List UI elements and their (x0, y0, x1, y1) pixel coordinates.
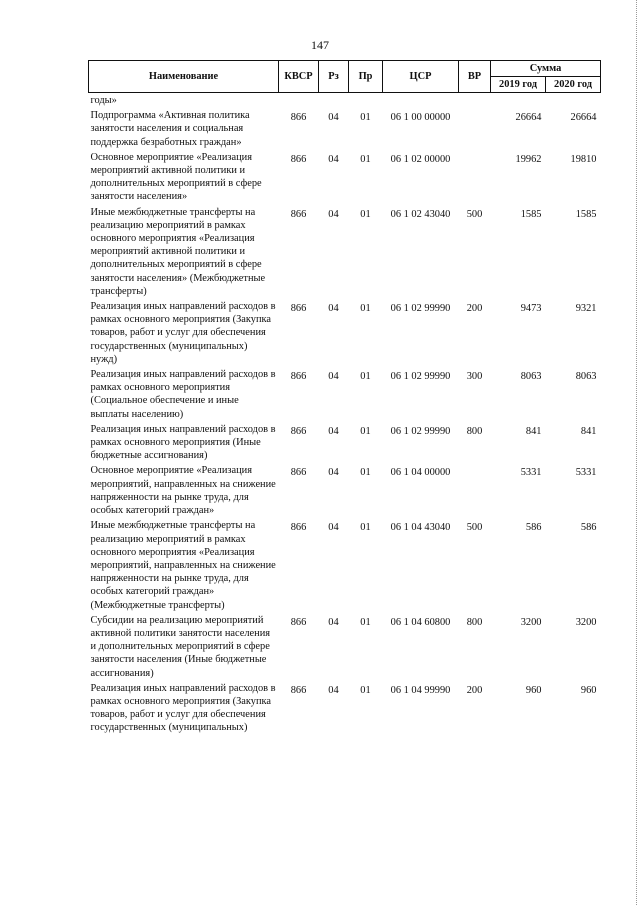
row-vr: 500 (466, 208, 483, 220)
row-sum-2019: 8063 (520, 371, 542, 383)
row-rz: 04 (328, 112, 339, 124)
row-sum-2019: 26664 (515, 112, 542, 124)
row-name: Реализация иных направлений расходов в рамках основного мероприятия (Иные бюджетные ассигнования) (90, 423, 276, 462)
row-kvsr: 866 (290, 684, 307, 696)
header-kvsr: КВСР (279, 61, 319, 93)
row-kvsr: 866 (290, 467, 307, 479)
row-name: Реализация иных направлений расходов в рамках основного мероприятия (Социальное обеспечение и иные выплаты населению) (90, 369, 276, 420)
row-csr: 06 1 02 99990 (390, 371, 451, 383)
page-edge-line (635, 0, 637, 905)
row-vr: 800 (466, 616, 483, 628)
row-vr: 500 (466, 522, 483, 534)
row-sum-2020: 841 (580, 425, 597, 437)
row-sum-2020: 9321 (575, 303, 597, 315)
row-csr: 06 1 04 60800 (390, 616, 451, 628)
row-rz: 04 (328, 684, 339, 696)
row-rz: 04 (328, 522, 339, 534)
row-vr: 200 (466, 303, 483, 315)
row-name: Иные межбюджетные трансферты на реализацию мероприятий в рамках основного мероприятия «Реализация мероприятий, направленных на снижение напряженности на рынке труда, для особых категорий граждан» (Межбюджетные трансферты) (90, 520, 276, 611)
table-body (89, 93, 601, 735)
row-sum-2020: 26664 (570, 112, 597, 124)
row-name: Субсидии на реализацию мероприятий активной политики занятости населения и дополнительных мероприятий в сфере занятости населения (Иные бюджетные ассигнования) (90, 614, 271, 679)
header-pr: Пр (349, 61, 383, 93)
row-sum-2020: 8063 (575, 371, 597, 383)
table-header (89, 61, 601, 93)
row-kvsr: 866 (290, 425, 307, 437)
row-vr (459, 107, 491, 149)
table-row (89, 421, 601, 463)
row-rz: 04 (328, 208, 339, 220)
row-vr (459, 149, 491, 204)
row-pr: 01 (360, 425, 371, 437)
row-csr: 06 1 02 99990 (390, 425, 451, 437)
row-vr: 800 (466, 425, 483, 437)
row-sum-2020: 3200 (575, 616, 597, 628)
header-year-2020: 2020 год (546, 77, 601, 93)
row-kvsr: 866 (290, 371, 307, 383)
row-csr: 06 1 04 00000 (390, 467, 451, 479)
row-sum-2019: 19962 (515, 153, 542, 165)
row-kvsr: 866 (290, 522, 307, 534)
row-pr: 01 (360, 522, 371, 534)
row-pr: 01 (360, 616, 371, 628)
row-pr: 01 (360, 467, 371, 479)
row-sum-2020: 19810 (570, 153, 597, 165)
row-pr: 01 (360, 684, 371, 696)
row-kvsr: 866 (290, 208, 307, 220)
row-rz: 04 (328, 371, 339, 383)
row-csr: 06 1 00 00000 (390, 112, 451, 124)
row-sum-2020: 5331 (575, 467, 597, 479)
row-csr: 06 1 02 43040 (390, 208, 451, 220)
continuation-text: годы» (90, 95, 117, 106)
row-sum-2020: 960 (580, 684, 597, 696)
row-sum-2019: 960 (525, 684, 542, 696)
table-row (89, 612, 601, 680)
row-rz: 04 (328, 616, 339, 628)
table-row (89, 149, 601, 204)
header-year-2019: 2019 год (491, 77, 546, 93)
row-kvsr: 866 (290, 303, 307, 315)
row-pr: 01 (360, 208, 371, 220)
row-sum-2019: 841 (525, 425, 542, 437)
row-sum-2020: 1585 (575, 208, 597, 220)
table-row (89, 517, 601, 611)
table-row (89, 462, 601, 517)
row-kvsr: 866 (290, 153, 307, 165)
row-kvsr: 866 (290, 112, 307, 124)
header-vr: ВР (459, 61, 491, 93)
row-kvsr: 866 (290, 616, 307, 628)
row-sum-2019: 586 (525, 522, 542, 534)
row-name: Основное мероприятие «Реализация мероприятий, направленных на снижение напряженности на рынке труда, для особых категорий граждан» (90, 465, 276, 517)
budget-table (88, 60, 601, 735)
row-pr: 01 (360, 371, 371, 383)
row-rz: 04 (328, 425, 339, 437)
row-name: Реализация иных направлений расходов в рамках основного мероприятия (Закупка товаров, работ и услуг для обеспечения государственных (муниципальных) (90, 682, 276, 734)
table-row (89, 204, 601, 298)
row-csr: 06 1 02 99990 (390, 303, 451, 315)
table-row (89, 366, 601, 421)
row-pr: 01 (360, 303, 371, 315)
row-sum-2019: 1585 (520, 208, 542, 220)
row-name: Подпрограмма «Активная политика занятости населения и социальная поддержка безработных граждан» (90, 110, 250, 148)
row-vr: 300 (466, 371, 483, 383)
row-vr (459, 462, 491, 517)
table-row (89, 298, 601, 366)
row-name: Реализация иных направлений расходов в рамках основного мероприятия (Закупка товаров, работ и услуг для обеспечения государственных (муниципальных) нужд) (90, 301, 276, 365)
header-sum: Сумма (491, 61, 601, 77)
page-number: 147 (311, 38, 329, 52)
row-name: Иные межбюджетные трансферты на реализацию мероприятий в рамках основного мероприятия «Реализация мероприятий активной политики и дополнительных мероприятий в сфере занятости населения» (Межбюджетные трансферты) (90, 206, 266, 297)
continuation-row (89, 93, 601, 108)
header-csr: ЦСР (383, 61, 459, 93)
row-name: Основное мероприятие «Реализация мероприятий активной политики и дополнительных мероприятий в сфере занятости населения» (90, 151, 262, 203)
row-pr: 01 (360, 153, 371, 165)
row-rz: 04 (328, 467, 339, 479)
header-name: Наименование (89, 61, 279, 93)
row-rz: 04 (328, 153, 339, 165)
row-csr: 06 1 02 00000 (390, 153, 451, 165)
row-sum-2019: 5331 (520, 467, 542, 479)
row-sum-2019: 9473 (520, 303, 542, 315)
row-pr: 01 (360, 112, 371, 124)
table-row (89, 107, 601, 149)
row-csr: 06 1 04 43040 (390, 522, 451, 534)
row-rz: 04 (328, 303, 339, 315)
row-csr: 06 1 04 99990 (390, 684, 451, 696)
row-sum-2019: 3200 (520, 616, 542, 628)
header-rz: Рз (319, 61, 349, 93)
row-vr: 200 (466, 684, 483, 696)
table-row (89, 680, 601, 735)
row-sum-2020: 586 (580, 522, 597, 534)
